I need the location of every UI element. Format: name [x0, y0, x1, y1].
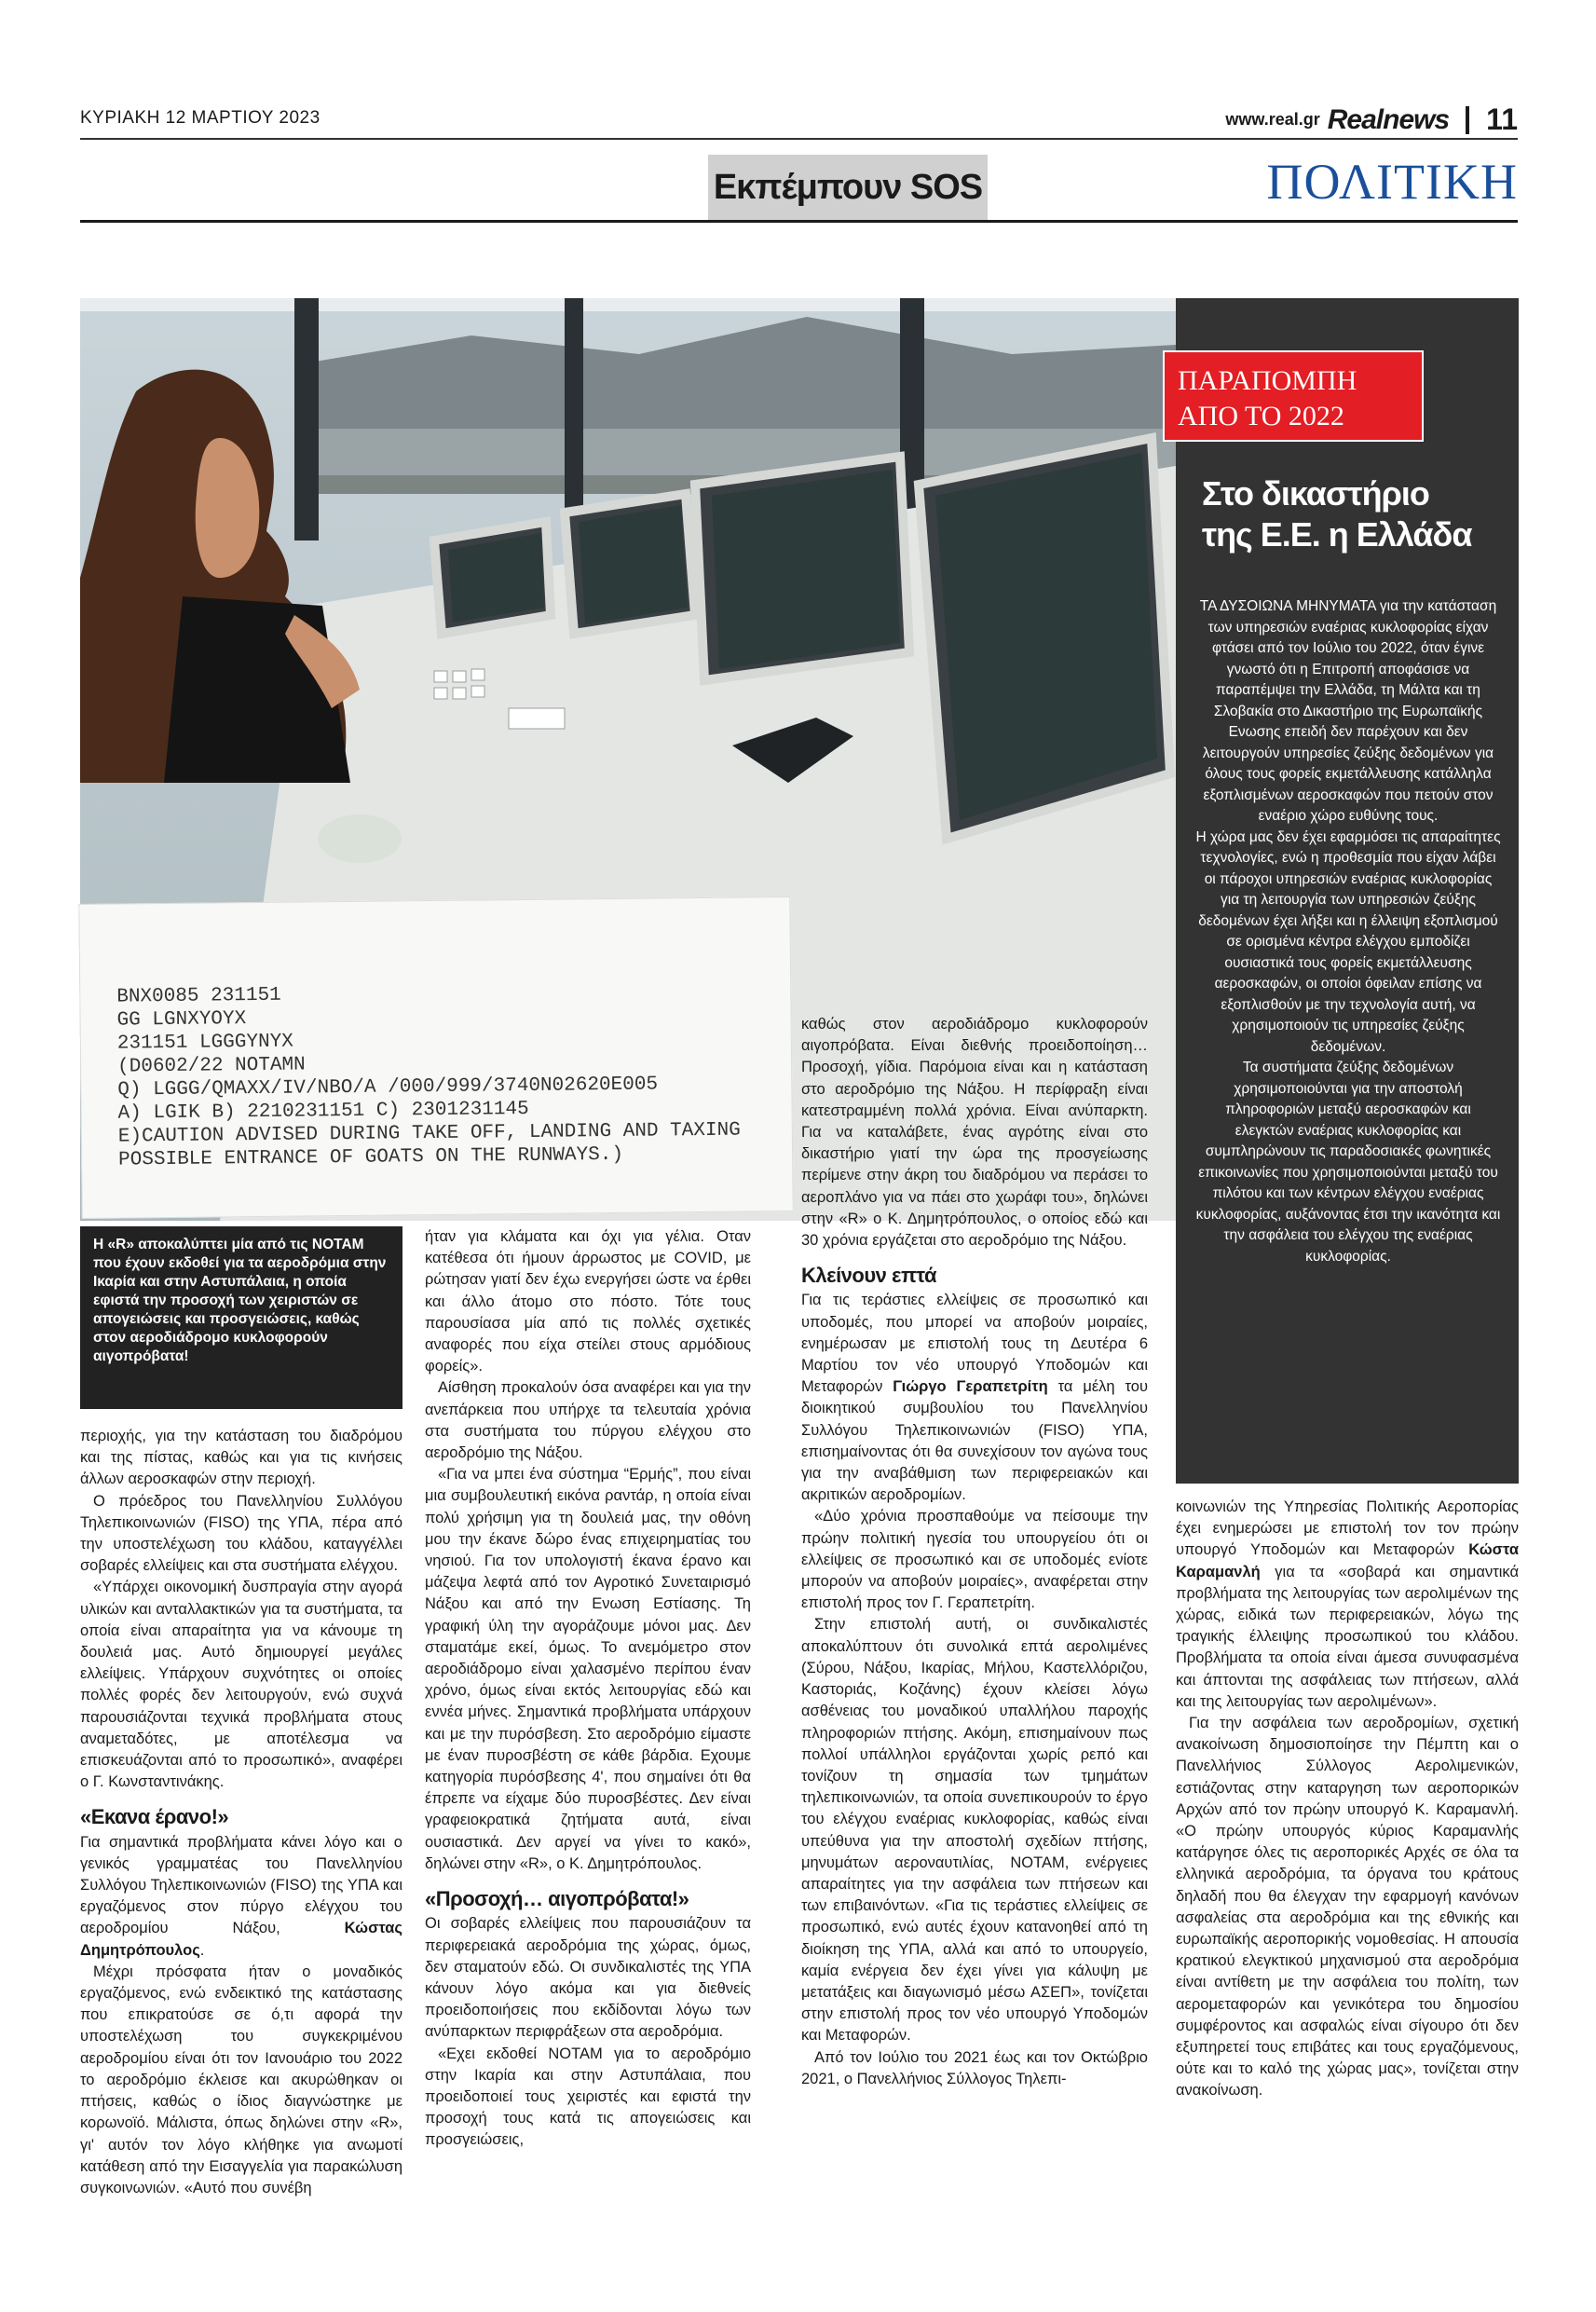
sidebar-badge — [1163, 350, 1424, 442]
sidebar-title-line: της Ε.Ε. η Ελλάδα — [1202, 515, 1472, 554]
notam-line: 231151 LGGGYNYX — [116, 1031, 293, 1055]
text-run: Για σημαντικά προβλήματα κάνει λόγο και ο γενικός γραμματέας του Πανελληνίου Συλλόγου Τηλεπικοινωνιών (FISO) της ΥΠΑ και εργαζόμενος στον πύργο ελέγχου του αεροδρομίου Νάξου, — [80, 1833, 402, 1937]
masthead — [1225, 103, 1518, 137]
paragraph: Από τον Ιούλιο του 2021 έως και τον Οκτώβριο 2021, ο Πανελλήνιος Σύλλογος Τηλεπι- — [801, 2048, 1148, 2087]
photo-caption: Η «R» αποκαλύπτει μία από τις NOTAM που έχουν εκδοθεί για τα αεροδρόμια στην Ικαρία και στην Αστυπάλαια, η οποία εφιστά την προσοχή των χειριστών σε απογειώσεις και προσγειώσεις, καθώς στον αεροδιάδρομο κυκλοφορούν αιγοπρόβατα! — [80, 1226, 402, 1409]
site-url[interactable]: www.real.gr — [1225, 110, 1320, 129]
notam-line: GG LGNXYOYX — [116, 1008, 247, 1032]
issue-date: ΚΥΡΙΑΚΗ 12 ΜΑΡΤΙΟΥ 2023 — [80, 108, 321, 128]
sidebar-body — [1194, 596, 1502, 1267]
paragraph: καθώς στον αεροδιάδρομο κυκλοφορούν αιγοπρόβατα. Είναι διεθνής προειδοποίηση… Προσοχή, γίδια. Παρόμοια είναι και η κατάσταση στο αεροδρόμιο της Νάξου. Η περίφραξη είναι κατεστραμμένη πολλά χρόνια. Είναι ανύπαρκτη. Για να καταλάβετε, ένας αγρότης είναι στο δικαστήριο γιατί την ώρα της προσγείωσης περίμενε στην άκρη του διαδρόμου να περάσει το αεροπλάνο για να πάει στο χωράφι του», δηλώνει στην «R» ο Κ. Δημητρόπουλος, ο οποίος εδώ και 30 χρόνια εργάζεται στο αεροδρόμιο της Νάξου. — [801, 1016, 1148, 1250]
notam-line: E)CAUTION ADVISED DURING TAKE OFF, LANDING AND TAXING — [117, 1119, 741, 1148]
text-run: Για τις τεράστιες ελλείψεις σε προσωπικό και υποδομές, που μπορεί να αποβούν μοιραίες, ενημέρωσαν με επιστολή τους τη Δευτέρα 6 Μαρτίου τον νέο υπουργό Υποδομών και Μεταφορών — [801, 1292, 1148, 1396]
text-run: . — [199, 1941, 205, 1959]
paragraph: «Δύο χρόνια προσπαθούμε να πείσουμε την πρώην πολιτική ηγεσία του υπουργείου ότι οι ελλείψεις σε προσωπικό και σε υποδομές ενίοτε μπορούν να αποβούν μοιραίες», αναφέρεται στην επιστολή προς τον Γ. Γεραπετρίτη. — [801, 1508, 1148, 1612]
sidebar-paragraph: Τα συστήματα ζεύξης δεδομένων χρησιμοποιούνται για την αποστολή πληροφοριών μεταξύ αεροσκαφών και ελεγκτών εναέριας κυκλοφορίας και συμπληρώνουν τις παραδοσιακές φωνητικές επικοινωνίες που χρησιμοποιούνται μεταξύ του πιλότου και των κέντρων ελέγχου εναέριας κυκλοφορίας, αυξάνοντας έτσι την ικανότητα και την ασφάλεια του ελέγχου της εναέριας κυκλοφορίας. — [1195, 1060, 1501, 1265]
subheading: «Εκανα έρανο!» — [80, 1805, 229, 1829]
divider — [1466, 106, 1469, 134]
sidebar-paragraph: ΤΑ ΔΥΣΟΙΩΝΑ ΜΗΝΥΜΑΤΑ για την κατάσταση των υπηρεσιών εναέριας κυκλοφορίας είχαν φτάσει από τον Ιούλιο του 2022, όταν έγινε γνωστό ότι η Επιτροπή αποφάσισε να παραπέμψει την Ελλάδα, τη Μάλτα και τη Σλοβακία στο Δικαστήριο της Ευρωπαϊκής Ενωσης επειδή δεν παρέχουν και δεν λειτουργούν υπηρεσίες ζεύξης δεδομένων για όλους τους φορείς εκμετάλλευσης κατάλληλα εξοπλισμένων αεροσκαφών που πετούν στον εναέριο χώρο ευθύνης τους. — [1199, 598, 1497, 824]
paragraph: «Για να μπει ένα σύστημα “Ερμής”, που είναι μια συμβουλευτική εικόνα ραντάρ, η οποία είναι πολύ χρήσιμη για τη δουλειά μας, την οθόνη μου την έκανε δώρο ένας επιχειρηματίας του νησιού. Για τον υπολογιστή έκανα έρανο και μάζεψα λεφτά από τον Αγροτικό Συνεταιρισμό Νάξου και από την Ενωση Εστίασης. Τη γραφική ύλη την αγοράζουμε μόνοι μας. Δεν σταματάμε εκεί, όμως. Το ανεμόμετρο στον αεροδιάδρομο είναι χαλασμένο περίπου έναν χρόνο, όμως είναι εκτός λειτουργίας εδώ και εννέα μήνες. Σημαντικά προβλήματα υπάρχουν και με την πυρόσβεση. Στο αεροδρόμιο είμαστε με έναν πυροσβέστη σε κάθε βάρδια. Εχουμε κατηγορία πυρόσβεσης 4', που σημαίνει ότι θα έπρεπε να είχαμε δύο πυροσβέστες. Δεν είναι γραφειοκρατικά ζητήματα αυτά, είναι ουσιαστικά. Δεν αργεί να γίνει το κακό», δηλώνει στην «R», ο Κ. Δημητρόπουλος. — [425, 1466, 751, 1872]
page-number: 11 — [1486, 103, 1518, 136]
paragraph: Οι σοβαρές ελλείψεις που παρουσιάζουν τα περιφερειακά αεροδρόμια της χώρας, όμως, δεν σταματούν εδώ. Οι συνδικαλιστές της ΥΠΑ κάνουν λόγο ακόμα και για διεθνείς προειδοποιήσεις που εκδίδονται λόγω των ανύπαρκτων περιφράξεων στα αεροδρόμια. — [425, 1915, 751, 2041]
text-run: κοινωνιών της Υπηρεσίας Πολιτικής Αεροπορίας έχει ενημερώσει με επιστολή τον τον πρώην υπουργό Υποδομών και Μεταφορών — [1176, 1498, 1519, 1559]
article-column-2 — [425, 1226, 751, 2152]
article-column-1 — [80, 1426, 402, 2199]
paragraph: Μέχρι πρόσφατα ήταν ο μοναδικός εργαζόμενος, ενώ ενδεικτικό της κατάστασης που επικρατούσε σε ό,τι αφορά την υποστελέχωση του συγκεκριμένου αεροδρομίου είναι ότι τον Ιανουάριο του 2022 το αεροδρόμιο έκλεισε και ακυρώθηκαν οι πτήσεις, καθώς ο ίδιος διαγνώστηκε με κορωνοϊό. Μάλιστα, όπως δηλώνει στην «R», γι' αυτόν τον λόγο κλήθηκε για ανωμοτί κατάθεση από την Εισαγγελία για παρακώλυση συγκοινωνιών. «Αυτό που συνέβη — [80, 1963, 402, 2196]
text-run: τα μέλη του διοικητικού συμβουλίου του Πανελληνίου Συλλόγου Τηλεπικοινωνιών (FISO) ΥΠΑ, επισημαίνοντας ότι θα συνεχίσουν τον αγώνα τους για την αναβάθμιση των περιφερειακών και ακριτικών αεροδρομίων. — [801, 1378, 1149, 1504]
badge-line: ΠΑΡΑΠΟΜΠΗ — [1178, 365, 1357, 396]
article-title: Εκπέμπουν SOS — [708, 155, 988, 220]
notam-printout — [78, 896, 793, 1219]
article-column-4 — [1176, 1497, 1519, 2102]
person-name: Κώστας Δημητρόπουλος — [80, 1920, 402, 1959]
person-name: Κώστα Καραμανλή — [1176, 1541, 1519, 1580]
paragraph: «Εχει εκδοθεί NOTAM για το αεροδρόμιο στην Ικαρία και στην Αστυπάλαια, που προειδοποιεί τους χειριστές και εφιστά την προσοχή τους κατά τις απογειώσεις και προσγειώσεις, — [425, 2045, 751, 2149]
paragraph: Στην επιστολή αυτή, οι συνδικαλιστές αποκαλύπτουν ότι συνολικά επτά αερολιμένες (Σύρου, Νάξου, Ικαρίας, Μήλου, Καστελλόριζου, Καστοριάς, Κοζάνης) έχουν κλείσει λόγω ασθένειας του μοναδικού υπαλλήλου παροχής πληροφοριών πτήσης. Ακόμη, επισημαίνουν πως πολλοί υπάλληλοι εργάζονται χωρίς ρεπό και τονίζουν τη σημασία των τμημάτων τηλεπικοινωνιών, τα οποία συνεπικουρούν το έργο του ελέγχου εναέριας κυκλοφορίας, καθώς είναι υπεύθυνα για την αποστολή σχεδίων πτήσης, μηνυμάτων αεροναυτιλίας, NOTAM, ενέργειες απαραίτητες για την ασφάλεια των πτήσεων και των επιβαινόντων. «Για τις τεράστιες ελλείψεις σε προσωπικό, ενώ αυτές έχουν κατανοηθεί από τη διοίκηση της ΥΠΑ, αλλά και από το υπουργείο, καμία ενέργεια δεν έχει γίνει για κάλυψη με μετατάξεις και διαγωνισμό μέσω ΑΣΕΠ», τονίζεται στην επιστολή προς τον νέο υπουργό Υποδομών και Μεταφορών. — [801, 1616, 1148, 2045]
paragraph: Αίσθηση προκαλούν όσα αναφέρει και για την ανεπάρκεια που υπήρχε τα τελευταία χρόνια στα συστήματα του πύργου ελέγχου στο αεροδρόμιο της Νάξου. — [425, 1379, 751, 1462]
paragraph: «Υπάρχει οικονομική δυσπραγία στην αγορά υλικών και ανταλλακτικών για τα συστήματα, τα οποία είναι απαραίτητα για να κάνουμε τη δουλειά μας. Αυτό δημιουργεί μεγάλες ελλείψεις. Υπάρχουν συχνότητες οι οποίες πολλές φορές δεν λειτουργούν, ενώ συχνά παρουσιάζονται τεχνικά προβλήματα στους αναμεταδότες, με αποτέλεσμα να επισκευάζονται από το προσωπικό», αναφέρει ο Γ. Κωνσταντινάκης. — [80, 1579, 402, 1791]
paragraph: περιοχής, για την κατάσταση του διαδρόμου και της πίστας, καθώς και για τις κινήσεις άλλων αεροσκαφών στην περιοχή. — [80, 1428, 402, 1488]
brand-logo: Realnews — [1327, 103, 1450, 135]
subheading: «Προσοχή… αιγοπρόβατα!» — [425, 1887, 689, 1911]
notam-line: A) LGIK B) 2210231151 C) 2301231145 — [117, 1098, 529, 1125]
paragraph: Για την ασφάλεια των αεροδρομίων, σχετική ανακοίνωση δημοσιοποίησε την Πέμπτη και ο Πανελλήνιος Σύλλογος Αερολιμενικών, εστιάζοντας στην καταργηση των αεροπορικών Αρχών από τον πρώην υπουργό Κ. Καραμανλή. «Ο πρώην υπουργός κύριος Καραμανλής κατάργησε όλες τις αεροπορικές Αρχές σε όλα τα ελληνικά αεροδρόμια, τα όργανα του κράτους δηλαδή που θα έλεγχαν την εφαρμογή κανόνων ασφαλείας στα αεροδρόμια και της εθνικής και ευρωπαϊκής αεροπορικής νομοθεσίας. Η απουσία κρατικού ελεγκτικού μηχανισμού στα αεροδρόμια είναι αντίθετη με την ασφάλεια του πολίτη, των αερομεταφορών και γενικότερα του δημοσίου συμφέροντος και ασφαλώς είναι σίγουρο ότι δεν εξυπηρετεί τους επιβάτες και τους εργαζόμενους, ούτε και το καλό της χώρας μας», τονίζεται στην ανακοίνωση. — [1176, 1715, 1519, 2100]
badge-line: ΑΠΟ ΤΟ 2022 — [1178, 401, 1344, 431]
section-rule — [80, 220, 1518, 223]
person-name: Γιώργο Γεραπετρίτη — [893, 1378, 1048, 1396]
sidebar-paragraph: Η χώρα μας δεν έχει εφαρμόσει τις απαραίτητες τεχνολογίες, ενώ η προθεσμία που είχαν λάβει οι πάροχοι υπηρεσιών εναέριας κυκλοφορίας για τη λειτουργία των υπηρεσιών ζεύξης δεδομένων έχει λήξει και η έλλειψη εξοπλισμού σε ορισμένα κέντρα ελέγχου εμποδίζει ουσιαστικά τους φορείς εκμετάλλευσης αεροσκαφών, οι οποίοι όφειλαν επίσης να εξοπλισθούν με την τεχνολογία αυτή, να χρησιμοποιούν τις υπηρεσίες ζεύξης δεδομένων. — [1195, 828, 1501, 1055]
paragraph — [1176, 1497, 1519, 1713]
article-column-3 — [801, 1014, 1148, 2090]
paragraph: Ο πρόεδρος του Πανελληνίου Συλλόγου Τηλεπικοινωνιών (FISO) της ΥΠΑ, πέρα από την υποστελέχωση του κλάδου, καταγγέλλει σοβαρές ελλείψεις και στα συστήματα ελέγχου. — [80, 1492, 402, 1575]
notam-line: BNX0085 231151 — [116, 984, 281, 1008]
header-rule — [80, 138, 1518, 140]
subheading: Κλείνουν επτά — [801, 1264, 937, 1288]
notam-line: (D0602/22 NOTAMN — [116, 1054, 306, 1078]
section-name: ΠΟΛΙΤΙΚΗ — [1266, 154, 1518, 210]
paragraph — [801, 1290, 1148, 1506]
sidebar-title — [1202, 473, 1500, 555]
notam-line: Q) LGGG/QMAXX/IV/NBO/A /000/999/3740N02620E005 — [117, 1074, 659, 1101]
paragraph: ήταν για κλάματα και όχι για γέλια. Οταν κατέθεσα ότι ήμουν άρρωστος με COVID, με ρώτησαν γιατί δεν έχω ενεργήσει ώστε να έρθει και άλλο άτομο στο πόστο. Τότε τους παρουσίασα μία από τις πολλές σχετικές αναφορές που είχα στείλει στους αρμόδιους φορείς». — [425, 1228, 751, 1375]
notam-line: POSSIBLE ENTRANCE OF GOATS ON THE RUNWAYS.) — [118, 1143, 624, 1171]
text-run: για τα «σοβαρά και σημαντικά προβλήματα της λειτουργίας των αερολιμένων της χώρας, ειδικά των περιφερειακών, λόγω της τραγικής έλλειψης προσωπικού του κλάδου. Προβλήματα τα οποία είναι άμεσα συνυφασμένα και άπτονται της ασφάλειας των πτήσεων, αλλά και της λειτουργίας των αερολιμένων». — [1176, 1563, 1519, 1710]
paragraph — [80, 1832, 402, 1962]
sidebar-title-line: Στο δικαστήριο — [1202, 474, 1429, 513]
